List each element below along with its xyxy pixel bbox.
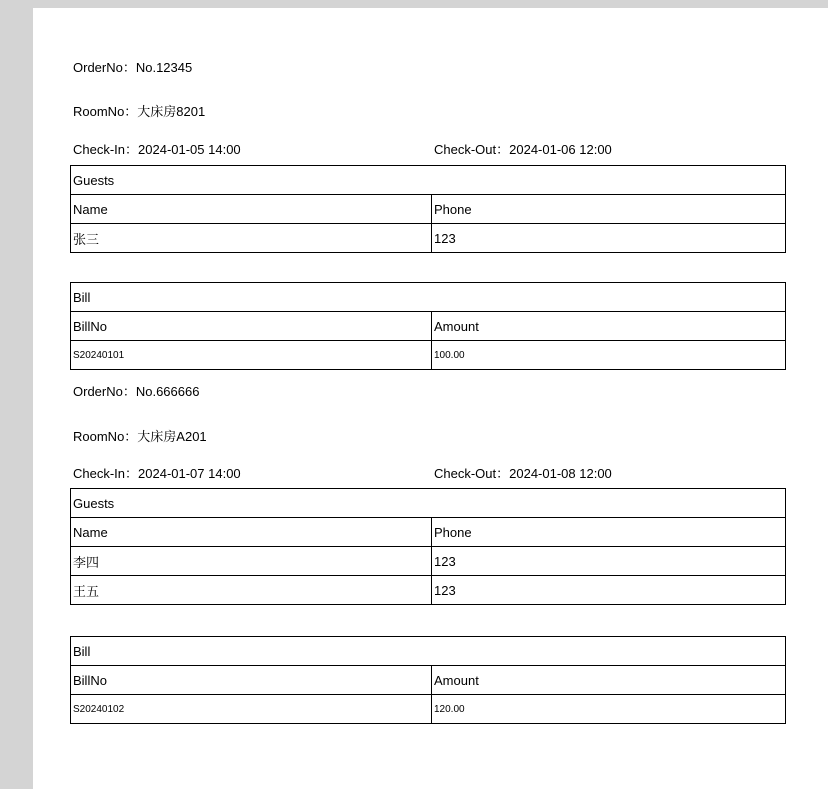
- guest-name: 王五: [71, 576, 432, 605]
- check-in: Check-In：2024-01-05 14:00: [73, 142, 241, 157]
- column-header-name: Name: [71, 518, 432, 547]
- check-in: Check-In：2024-01-07 14:00: [73, 466, 241, 481]
- room-number: RoomNo：大床房A201: [73, 429, 207, 444]
- guests-table: [70, 488, 786, 605]
- table-row: [71, 695, 786, 724]
- column-header-phone: Phone: [432, 195, 786, 224]
- room-number: RoomNo：大床房8201: [73, 104, 206, 119]
- guest-phone: 123: [432, 224, 786, 253]
- guest-name: 李四: [71, 547, 432, 576]
- order-number: OrderNo：No.12345: [73, 60, 193, 75]
- guests-title: Guests: [71, 489, 786, 518]
- check-out: Check-Out：2024-01-08 12:00: [434, 466, 612, 481]
- column-header-billno: BillNo: [71, 666, 432, 695]
- column-header-phone: Phone: [432, 518, 786, 547]
- bill-amount: 120.00: [432, 695, 786, 724]
- guests-table: [70, 165, 786, 253]
- table-row: [71, 341, 786, 370]
- guest-name: 张三: [71, 224, 432, 253]
- column-header-amount: Amount: [432, 666, 786, 695]
- guest-phone: 123: [432, 547, 786, 576]
- bill-number: S20240101: [71, 341, 432, 370]
- order-number: OrderNo：No.666666: [73, 384, 200, 399]
- bill-table: [70, 636, 786, 724]
- bill-title: Bill: [71, 283, 786, 312]
- column-header-billno: BillNo: [71, 312, 432, 341]
- bill-title: Bill: [71, 637, 786, 666]
- guest-phone: 123: [432, 576, 786, 605]
- table-row: [71, 547, 786, 576]
- bill-table: [70, 282, 786, 370]
- table-row: [71, 224, 786, 253]
- bill-number: S20240102: [71, 695, 432, 724]
- check-out: Check-Out：2024-01-06 12:00: [434, 142, 612, 157]
- column-header-amount: Amount: [432, 312, 786, 341]
- table-row: [71, 576, 786, 605]
- column-header-name: Name: [71, 195, 432, 224]
- bill-amount: 100.00: [432, 341, 786, 370]
- guests-title: Guests: [71, 166, 786, 195]
- document-page: [33, 8, 828, 789]
